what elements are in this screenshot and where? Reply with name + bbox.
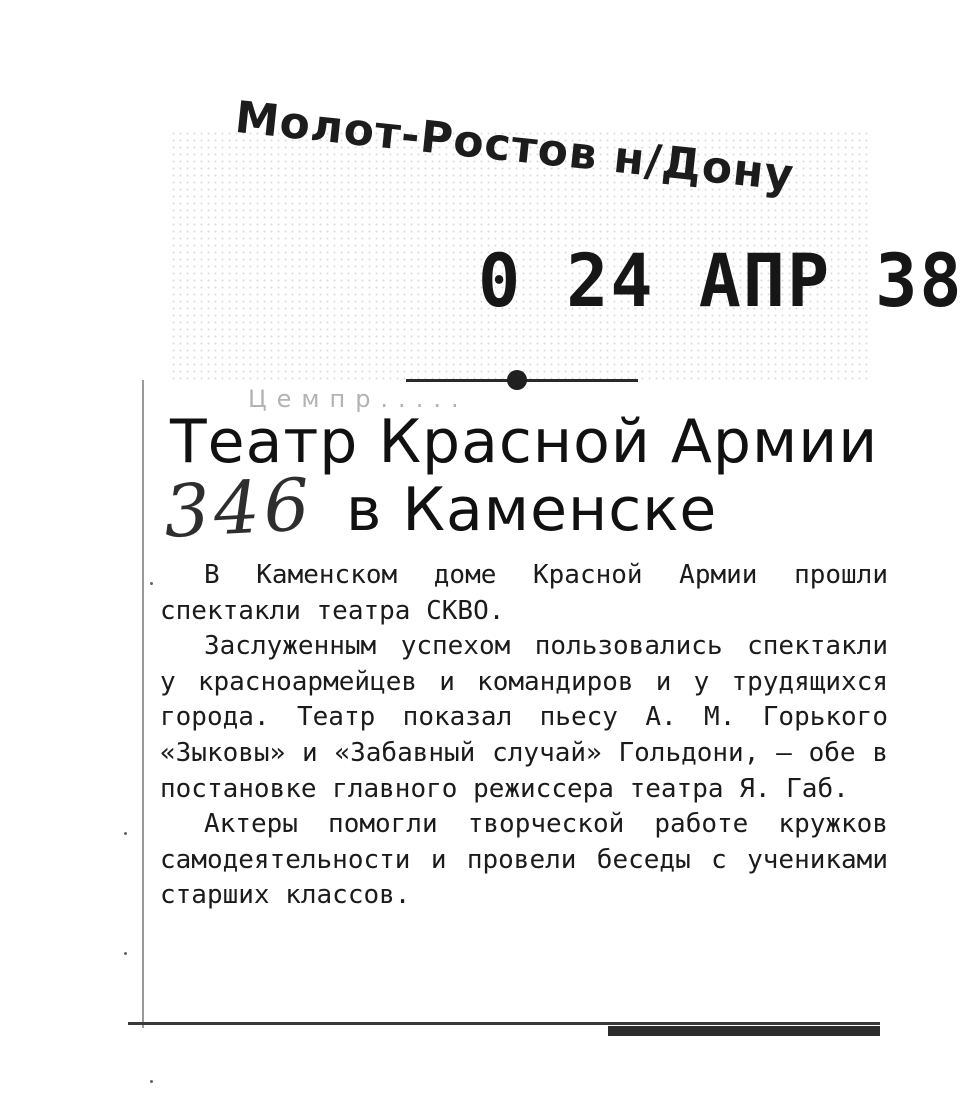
- speck: [150, 582, 153, 585]
- clipping-left-edge: [142, 380, 144, 1028]
- newspaper-source-stamp: Молот-Ростов н/Дону: [232, 92, 797, 202]
- faint-overprint: Цемпр.....: [248, 385, 469, 413]
- ornament-dot: [507, 370, 527, 390]
- bottom-rule: [128, 1022, 880, 1025]
- speck: [124, 952, 127, 955]
- paragraph-2: Заслуженным успехом пользовались спектакли у красноармейцев и командиров и у трудящихся города. Театр показал пьесу А. М. Горького «Зыковы» и «Забавный случай» Гольдони, — обе в постановке главного режиссера театра Я. Габ.: [160, 631, 888, 804]
- speck: [124, 832, 127, 835]
- bottom-rule-heavy: [608, 1026, 880, 1036]
- article-body: [160, 558, 888, 914]
- headline-line-1: Театр Красной Армии: [170, 407, 879, 477]
- paragraph-3: Актеры помогли творческой работе кружков самодеятельности и провели беседы с учениками старших классов.: [160, 809, 888, 911]
- paragraph-1: В Каменском доме Красной Армии прошли спектакли театра СКВО.: [160, 560, 888, 626]
- speck: [150, 1080, 153, 1083]
- headline-line-2: в Каменске: [346, 475, 718, 545]
- handwritten-number: 346: [161, 462, 316, 554]
- date-stamp: 0 24 АПР 38: [478, 237, 964, 325]
